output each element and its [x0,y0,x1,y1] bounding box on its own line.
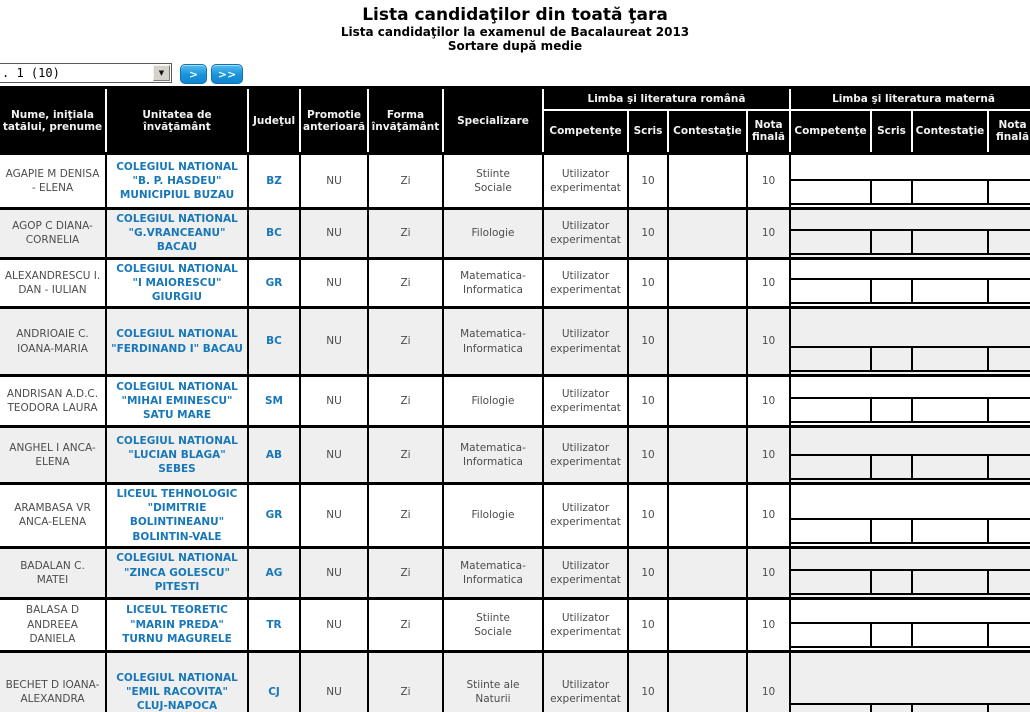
maternal-scris-value [872,703,913,712]
romanian-scris-value: 10 [628,651,668,712]
maternal-scris-value [872,518,913,544]
column-header-school: Unitatea de învăţământ [106,88,248,154]
county-cell [248,651,300,712]
specialization-value: Matematica-Informatica [443,308,543,376]
county-link[interactable]: GR [265,276,283,289]
candidate-name: BECHET D IOANA-ALEXANDRA [0,651,106,712]
maternal-section [790,308,1030,376]
education-form-value: Zi [368,484,443,548]
romanian-competente-value: Utilizator experimentat [543,598,628,651]
education-form-value: Zi [368,376,443,427]
maternal-section [790,598,1030,651]
romanian-competente-value: Utilizator experimentat [543,258,628,308]
maternal-section [790,547,1030,598]
maternal-nota-finala-value [989,346,1030,372]
candidates-tbody [0,154,1030,712]
county-link[interactable]: GR [265,509,283,522]
maternal-scris-value [872,346,913,372]
romanian-scris-value: 10 [628,154,668,209]
romanian-competente-value: Utilizator experimentat [543,547,628,598]
group-header-maternal: Limba şi literatura maternă [790,88,1030,110]
maternal-nota-finala-value [989,454,1030,480]
romanian-contestatie-value [668,598,747,651]
group-header-romanian: Limba şi literatura română [543,88,790,110]
maternal-competente-value [791,346,872,372]
school-link[interactable]: COLEGIUL NATIONAL "EMIL RACOVITA" CLUJ-NAPOCA [116,671,238,712]
romanian-scris-value: 10 [628,427,668,484]
candidate-name: ALEXANDRESCU I. DAN - IULIAN [0,258,106,308]
maternal-scris-value [872,397,913,423]
maternal-scris-value [872,622,913,648]
romanian-contestatie-value [668,209,747,259]
table-row [0,598,1030,651]
school-cell [106,154,248,209]
school-cell [106,598,248,651]
maternal-nota-finala-value [989,569,1030,595]
table-row [0,258,1030,308]
table-row [0,427,1030,484]
maternal-contestatie-value [913,454,989,480]
page-select-value: . 1 (10) [2,66,60,80]
table-row [0,484,1030,548]
candidate-name: BADALAN C. MATEI [0,547,106,598]
romanian-scris-value: 10 [628,598,668,651]
previous-promotion-value: NU [300,598,368,651]
school-link[interactable]: LICEUL TEHNOLOGIC "DIMITRIE BOLINTINEANU" BOLINTIN-VALE [116,488,238,543]
romanian-contestatie-value [668,547,747,598]
table-header [0,88,1030,154]
table-row [0,308,1030,376]
maternal-contestatie-value [913,179,989,205]
previous-promotion-value: NU [300,258,368,308]
previous-promotion-value: NU [300,308,368,376]
maternal-competente-value [791,397,872,423]
education-form-value: Zi [368,154,443,209]
maternal-subrow [791,454,1030,480]
last-page-button[interactable]: >> [211,64,243,84]
county-cell [248,427,300,484]
school-link[interactable]: COLEGIUL NATIONAL "B. P. HASDEU" MUNICIPIUL BUZAU [116,160,238,202]
romanian-contestatie-value [668,484,747,548]
table-row [0,209,1030,259]
maternal-scris-value [872,569,913,595]
specialization-value: Filologie [443,484,543,548]
school-cell [106,651,248,712]
maternal-nota-finala-value [989,703,1030,712]
romanian-nota-finala-value: 10 [747,258,790,308]
county-link[interactable]: BC [266,227,282,240]
county-link[interactable]: AB [265,448,283,461]
candidate-name: AGAPIE M DENISA - ELENA [0,154,106,209]
previous-promotion-value: NU [300,427,368,484]
specialization-value: Stiinte ale Naturii [443,651,543,712]
previous-promotion-value: NU [300,651,368,712]
maternal-section [790,209,1030,259]
county-link[interactable]: SM [264,394,283,407]
school-link[interactable]: COLEGIUL NATIONAL "FERDINAND I" BACAU [111,328,243,355]
school-cell [106,376,248,427]
sort-order-label: Sortare după medie [447,39,583,53]
maternal-contestatie-value [913,622,989,648]
candidate-name: ANDRIOAIE C. IOANA-MARIA [0,308,106,376]
maternal-section [790,376,1030,427]
specialization-value: Matematica-Informatica [443,427,543,484]
candidate-name: ANGHEL I ANCA-ELENA [0,427,106,484]
county-link[interactable]: TR [266,618,282,631]
maternal-contestatie-value [913,397,989,423]
maternal-subrow [791,518,1030,544]
previous-promotion-value: NU [300,154,368,209]
specialization-value: Filologie [443,209,543,259]
romanian-scris-value: 10 [628,547,668,598]
maternal-section [790,651,1030,712]
county-cell [248,598,300,651]
school-link[interactable]: COLEGIUL NATIONAL "I MAIORESCU" GIURGIU [116,262,238,303]
specialization-value: Matematica-Informatica [443,258,543,308]
romanian-contestatie-value [668,427,747,484]
previous-promotion-value: NU [300,376,368,427]
subheader-romanian-contestatie: Contestaţie [668,110,747,154]
specialization-value: Stiinte Sociale [443,154,543,209]
previous-promotion-value: NU [300,547,368,598]
romanian-competente-value: Utilizator experimentat [543,376,628,427]
education-form-value: Zi [368,308,443,376]
romanian-nota-finala-value: 10 [747,154,790,209]
maternal-section [790,154,1030,209]
maternal-competente-value [791,569,872,595]
romanian-nota-finala-value: 10 [747,308,790,376]
maternal-scris-value [872,278,913,304]
maternal-nota-finala-value [989,397,1030,423]
school-cell [106,308,248,376]
romanian-nota-finala-value: 10 [747,209,790,259]
page-subtitle: Lista candidaţilor la examenul de Bacalaureat 2013 [340,25,690,39]
maternal-competente-value [791,518,872,544]
maternal-contestatie-value [913,346,989,372]
maternal-nota-finala-value [989,622,1030,648]
column-header-previous-promotion: Promotie anterioară [300,88,368,154]
candidate-name: ARAMBASA VR ANCA-ELENA [0,484,106,548]
county-cell [248,547,300,598]
school-link[interactable]: COLEGIUL NATIONAL "G.VRANCEANU" BACAU [116,213,238,254]
romanian-nota-finala-value: 10 [747,484,790,548]
table-row [0,376,1030,427]
county-cell [248,308,300,376]
romanian-nota-finala-value: 10 [747,376,790,427]
maternal-competente-value [791,622,872,648]
candidate-name: BALASA D ANDREEA DANIELA [0,598,106,651]
county-link[interactable]: AG [265,566,283,579]
subheader-romanian-competente: Competenţe [543,110,628,154]
romanian-contestatie-value [668,651,747,712]
maternal-scris-value [872,454,913,480]
title-block [0,0,1030,53]
county-cell [248,258,300,308]
specialization-value: Filologie [443,376,543,427]
column-header-specialization: Specializare [443,88,543,154]
school-cell [106,258,248,308]
maternal-contestatie-value [913,229,989,255]
maternal-subrow [791,569,1030,595]
next-page-button[interactable]: > [180,64,207,84]
school-cell [106,547,248,598]
maternal-nota-finala-value [989,518,1030,544]
school-link[interactable]: COLEGIUL NATIONAL "MIHAI EMINESCU" SATU MARE [116,380,238,422]
maternal-subrow [791,346,1030,372]
page-title: Lista candidaţilor din toată ţara [362,5,668,25]
education-form-value: Zi [368,547,443,598]
maternal-section [790,258,1030,308]
column-header-education-form: Forma învăţământ [368,88,443,154]
subheader-maternal-nota-finala: Nota finală [988,110,1030,154]
subheader-romanian-scris: Scris [628,110,668,154]
romanian-competente-value: Utilizator experimentat [543,427,628,484]
county-cell [248,154,300,209]
school-link[interactable]: COLEGIUL NATIONAL "ZINCA GOLESCU" PITESTI [116,552,238,593]
maternal-subrow [791,703,1030,712]
romanian-competente-value: Utilizator experimentat [543,484,628,548]
county-cell [248,209,300,259]
column-header-county: Judeţul [248,88,300,154]
romanian-competente-value: Utilizator experimentat [543,209,628,259]
county-link[interactable]: BC [266,335,282,348]
maternal-subrow [791,179,1030,205]
school-cell [106,484,248,548]
romanian-scris-value: 10 [628,209,668,259]
romanian-competente-value: Utilizator experimentat [543,308,628,376]
school-link[interactable]: COLEGIUL NATIONAL "LUCIAN BLAGA" SEBES [116,434,238,476]
romanian-contestatie-value [668,308,747,376]
romanian-competente-value: Utilizator experimentat [543,154,628,209]
candidates-table [0,86,1030,712]
school-link[interactable]: LICEUL TEORETIC "MARIN PREDA" TURNU MAGURELE [122,604,232,645]
maternal-contestatie-value [913,703,989,712]
specialization-value: Matematica-Informatica [443,547,543,598]
maternal-competente-value [791,179,872,205]
education-form-value: Zi [368,427,443,484]
county-link[interactable]: BZ [266,174,282,187]
maternal-competente-value [791,278,872,304]
maternal-contestatie-value [913,569,989,595]
page-select[interactable] [0,63,172,83]
maternal-contestatie-value [913,278,989,304]
subheader-maternal-contestatie: Contestaţie [912,110,988,154]
maternal-subrow [791,278,1030,304]
subheader-maternal-competente: Competenţe [790,110,871,154]
subheader-maternal-scris: Scris [871,110,912,154]
maternal-nota-finala-value [989,229,1030,255]
candidate-name: AGOP C DIANA-CORNELIA [0,209,106,259]
romanian-scris-value: 10 [628,484,668,548]
maternal-subrow [791,229,1030,255]
county-cell [248,376,300,427]
romanian-scris-value: 10 [628,258,668,308]
romanian-nota-finala-value: 10 [747,547,790,598]
maternal-nota-finala-value [989,179,1030,205]
romanian-contestatie-value [668,154,747,209]
table-row [0,651,1030,712]
romanian-contestatie-value [668,258,747,308]
school-cell [106,209,248,259]
maternal-competente-value [791,229,872,255]
maternal-contestatie-value [913,518,989,544]
table-row [0,154,1030,209]
specialization-value: Stiinte Sociale [443,598,543,651]
romanian-nota-finala-value: 10 [747,651,790,712]
maternal-nota-finala-value [989,278,1030,304]
subheader-romanian-nota-finala: Nota finală [747,110,790,154]
maternal-subrow [791,622,1030,648]
romanian-competente-value: Utilizator experimentat [543,651,628,712]
dropdown-arrow-icon[interactable]: ▼ [153,65,170,81]
education-form-value: Zi [368,258,443,308]
education-form-value: Zi [368,209,443,259]
maternal-scris-value [872,179,913,205]
education-form-value: Zi [368,651,443,712]
romanian-nota-finala-value: 10 [747,598,790,651]
column-header-name: Nume, iniţiala tatălui, prenume [0,88,106,154]
previous-promotion-value: NU [300,209,368,259]
romanian-nota-finala-value: 10 [747,427,790,484]
table-row [0,547,1030,598]
school-cell [106,427,248,484]
romanian-scris-value: 10 [628,376,668,427]
county-link[interactable]: CJ [268,685,280,698]
candidate-name: ANDRISAN A.D.C. TEODORA LAURA [0,376,106,427]
maternal-subrow [791,397,1030,423]
maternal-competente-value [791,703,872,712]
maternal-scris-value [872,229,913,255]
maternal-competente-value [791,454,872,480]
previous-promotion-value: NU [300,484,368,548]
romanian-contestatie-value [668,376,747,427]
county-cell [248,484,300,548]
maternal-section [790,484,1030,548]
maternal-section [790,427,1030,484]
education-form-value: Zi [368,598,443,651]
romanian-scris-value: 10 [628,308,668,376]
